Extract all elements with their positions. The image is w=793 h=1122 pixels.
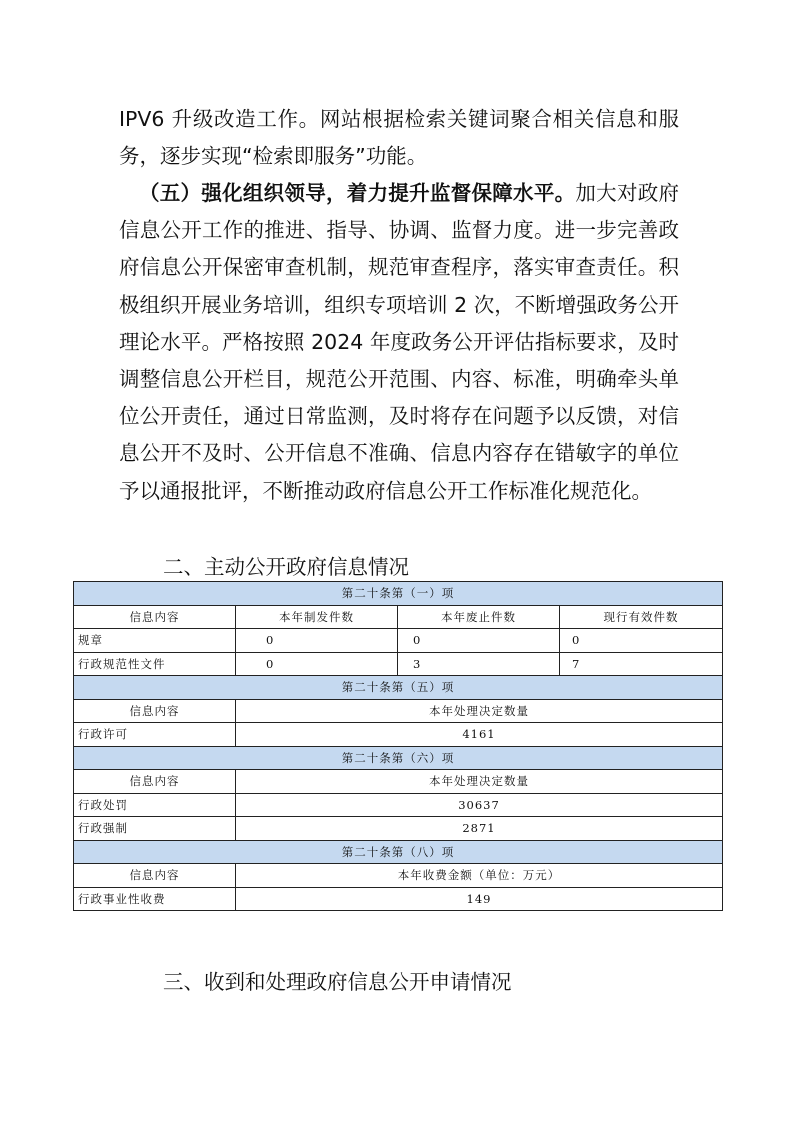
section-heading-2: 二、主动公开政府信息情况 xyxy=(163,555,409,579)
header-cell: 本年废止件数 xyxy=(398,605,560,629)
paragraph-text: 加大对政府信息公开工作的推进、指导、协调、监督力度。进一步完善政府信息公开保密审查机制，规范审查程序，落实审查责任。积极组织开展业务培训，组织专项培训 2 次，不断增强政务公开理论水平。严格按照 2024 年度政务公开评估指标要求，及时调整信息公开栏目，规范公开范围、内容、标准，明确牵头单位公开责任，通过日常监测，及时将存在问题予以反馈，对信息公开不及时、公开信息不准确、信息内容存在错敏字的单位予以通报批评，不断推动政府信息公开工作标准化规范化。 xyxy=(119,181,680,503)
table-header-row xyxy=(74,864,723,888)
table-cell: 行政许可 xyxy=(74,723,236,747)
table-cell: 4161 xyxy=(236,723,723,747)
section-heading-3: 三、收到和处理政府信息公开申请情况 xyxy=(163,970,512,994)
paragraph-ipv6 xyxy=(119,101,679,175)
section-title: 第二十条第（五）项 xyxy=(74,676,723,700)
section-header-row xyxy=(74,746,723,770)
table-row xyxy=(74,629,723,653)
table-header-row xyxy=(74,605,723,629)
table-cell: 3 xyxy=(398,652,560,676)
header-cell: 本年制发件数 xyxy=(236,605,398,629)
proactive-disclosure-table xyxy=(73,581,723,911)
paragraph-text: IPV6 升级改造工作。网站根据检索关键词聚合相关信息和服务，逐步实现“检索即服务”功能。 xyxy=(119,107,679,169)
header-cell: 信息内容 xyxy=(74,699,236,723)
table-cell: 7 xyxy=(560,652,723,676)
table-cell: 规章 xyxy=(74,629,236,653)
header-cell: 现行有效件数 xyxy=(560,605,723,629)
paragraph-organization xyxy=(119,175,679,510)
table-cell: 0 xyxy=(560,629,723,653)
section-title: 第二十条第（六）项 xyxy=(74,746,723,770)
section-title: 第二十条第（八）项 xyxy=(74,840,723,864)
table-cell: 行政规范性文件 xyxy=(74,652,236,676)
header-cell: 信息内容 xyxy=(74,605,236,629)
table-header-row xyxy=(74,699,723,723)
section-header-row xyxy=(74,582,723,606)
table-row xyxy=(74,723,723,747)
table-cell: 2871 xyxy=(236,817,723,841)
header-cell: 本年处理决定数量 xyxy=(236,699,723,723)
table-cell: 行政处罚 xyxy=(74,793,236,817)
table-cell: 行政强制 xyxy=(74,817,236,841)
table-cell: 行政事业性收费 xyxy=(74,887,236,911)
table-cell: 0 xyxy=(236,629,398,653)
table-cell: 0 xyxy=(236,652,398,676)
table-row xyxy=(74,793,723,817)
table-row xyxy=(74,652,723,676)
section-title: 第二十条第（一）项 xyxy=(74,582,723,606)
header-cell: 本年处理决定数量 xyxy=(236,770,723,794)
header-cell: 信息内容 xyxy=(74,770,236,794)
table-cell: 149 xyxy=(236,887,723,911)
table-header-row xyxy=(74,770,723,794)
header-cell: 本年收费金额（单位：万元） xyxy=(236,864,723,888)
paragraph-bold-lead: （五）强化组织领导，着力提升监督保障水平。 xyxy=(139,181,576,205)
section-header-row xyxy=(74,676,723,700)
section-header-row xyxy=(74,840,723,864)
table-cell: 0 xyxy=(398,629,560,653)
table-row xyxy=(74,887,723,911)
header-cell: 信息内容 xyxy=(74,864,236,888)
table-cell: 30637 xyxy=(236,793,723,817)
table-row xyxy=(74,817,723,841)
